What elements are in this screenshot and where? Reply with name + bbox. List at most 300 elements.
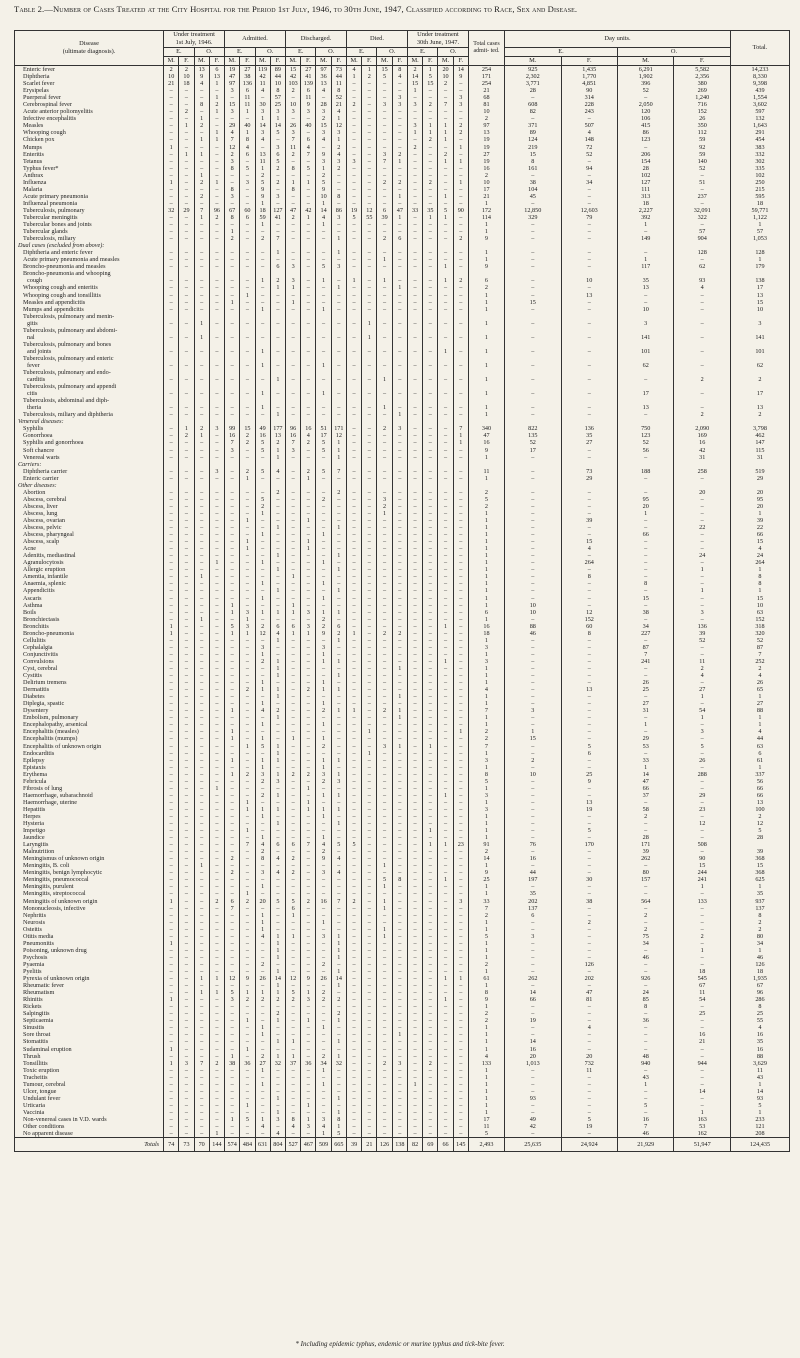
table-cell: 1 <box>240 545 255 552</box>
table-cell: – <box>194 256 209 263</box>
table-cell: – <box>438 820 453 827</box>
table-cell: – <box>194 707 209 714</box>
table-cell: 8 <box>331 87 346 94</box>
table-cell: 10 <box>438 73 453 80</box>
table-cell: 1,554 <box>730 94 789 101</box>
table-cell: – <box>209 735 224 742</box>
table-cell: – <box>164 1031 179 1038</box>
table-cell: – <box>209 186 224 193</box>
table-cell: – <box>270 1003 285 1010</box>
table-cell: 1 <box>255 883 270 890</box>
table-cell: 3 <box>505 933 561 940</box>
table-cell: – <box>179 1102 194 1109</box>
table-cell: – <box>407 475 422 482</box>
table-cell: – <box>346 292 361 299</box>
table-cell: – <box>225 179 240 186</box>
table-cell: 1 <box>316 813 331 820</box>
table-cell: 4 <box>346 66 361 74</box>
table-cell <box>453 327 468 334</box>
table-cell: – <box>164 954 179 961</box>
table-cell: – <box>270 1088 285 1095</box>
table-cell: – <box>286 1017 301 1024</box>
table-cell: – <box>438 1088 453 1095</box>
table-cell <box>730 841 789 848</box>
table-cell: – <box>453 1031 468 1038</box>
table-cell: – <box>407 919 422 926</box>
table-cell: – <box>407 524 422 531</box>
table-cell: – <box>164 108 179 115</box>
table-cell: 1,013 <box>505 1060 561 1067</box>
table-cell: – <box>225 1102 240 1109</box>
table-cell: – <box>209 221 224 228</box>
table-cell: 1 <box>286 609 301 616</box>
table-cell: – <box>164 510 179 517</box>
table-cell: – <box>179 982 194 989</box>
table-cell: 58 <box>617 806 673 813</box>
table-cell: 1 <box>468 552 504 559</box>
table-cell: 1 <box>468 651 504 658</box>
table-cell: – <box>392 552 407 559</box>
table-cell: – <box>617 573 673 580</box>
table-cell: – <box>209 855 224 862</box>
table-cell: 1 <box>270 1038 285 1045</box>
table-cell <box>362 355 377 362</box>
table-cell: 2 <box>468 735 504 742</box>
table-cell: 4 <box>255 87 270 94</box>
table-cell: – <box>209 961 224 968</box>
table-cell: 21 <box>164 80 179 87</box>
table-cell: – <box>438 1116 453 1123</box>
table-cell: – <box>438 165 453 172</box>
table-cell: 5 <box>316 468 331 475</box>
table-cell: – <box>346 94 361 101</box>
table-cell: – <box>346 658 361 665</box>
table-cell: – <box>225 862 240 869</box>
table-cell <box>617 341 673 348</box>
table-cell: – <box>438 580 453 587</box>
table-cell <box>331 397 346 404</box>
table-cell: – <box>301 912 316 919</box>
table-cell: – <box>438 376 453 383</box>
table-cell: – <box>225 1038 240 1045</box>
table-cell: 2 <box>316 616 331 623</box>
table-row <box>15 764 790 771</box>
table-cell: 2 <box>423 179 438 186</box>
table-cell: 4 <box>561 129 617 136</box>
table-cell: – <box>286 982 301 989</box>
table-cell: – <box>438 1123 453 1130</box>
table-cell: 1 <box>468 982 504 989</box>
table-cell: – <box>194 129 209 136</box>
table-cell: – <box>362 503 377 510</box>
table-cell: – <box>179 961 194 968</box>
table-cell: – <box>240 566 255 573</box>
table-cell: 52 <box>505 439 561 446</box>
table-cell: 1 <box>377 510 392 517</box>
table-cell: – <box>316 637 331 644</box>
table-cell: – <box>286 890 301 897</box>
table-cell: – <box>331 848 346 855</box>
table-cell: – <box>438 834 453 841</box>
table-cell: 4 <box>316 136 331 143</box>
table-cell: 8 <box>286 165 301 172</box>
table-cell: – <box>362 813 377 820</box>
table-cell: 25 <box>674 1010 731 1017</box>
table-cell: 1 <box>225 602 240 609</box>
table-cell: – <box>392 129 407 136</box>
table-cell: – <box>301 284 316 291</box>
table-cell: – <box>331 1074 346 1081</box>
table-row <box>15 136 790 143</box>
table-cell: – <box>377 334 392 341</box>
table-cell: – <box>286 876 301 883</box>
disease-name: Jaundice <box>15 834 164 841</box>
table-cell: 67 <box>225 207 240 214</box>
disease-name: Cephalalgia <box>15 644 164 651</box>
table-cell: – <box>407 425 422 432</box>
table-cell: – <box>301 616 316 623</box>
table-cell: – <box>194 1010 209 1017</box>
table-cell: 39 <box>730 517 789 524</box>
table-cell <box>194 397 209 404</box>
table-cell: – <box>286 644 301 651</box>
table-cell: – <box>286 1102 301 1109</box>
table-cell: – <box>331 559 346 566</box>
table-cell: – <box>270 517 285 524</box>
table-cell: – <box>164 545 179 552</box>
table-cell: – <box>270 883 285 890</box>
table-cell: – <box>392 1130 407 1138</box>
table-row <box>15 179 790 186</box>
table-cell: – <box>179 679 194 686</box>
table-cell: 1 <box>209 80 224 87</box>
table-cell: – <box>164 306 179 313</box>
table-cell: – <box>286 172 301 179</box>
table-title: Table 2.—Number of Cases Treated at the City Hospital for the Period 1st July, 1946, to 30th June, 1947, Classified according to Race, Sex and Disease. <box>14 4 578 14</box>
table-cell: – <box>392 538 407 545</box>
table-cell: 3 <box>225 996 240 1003</box>
table-cell: – <box>346 172 361 179</box>
table-cell: 52 <box>674 165 731 172</box>
table-row <box>15 1074 790 1081</box>
table-cell: – <box>240 876 255 883</box>
table-cell: 1 <box>674 947 731 954</box>
table-cell: – <box>346 813 361 820</box>
table-cell: 23 <box>674 806 731 813</box>
table-cell: – <box>346 129 361 136</box>
table-cell: – <box>392 996 407 1003</box>
table-cell: – <box>270 813 285 820</box>
table-cell: – <box>438 919 453 926</box>
table-cell: – <box>225 961 240 968</box>
table-cell: – <box>179 1031 194 1038</box>
table-cell: – <box>209 496 224 503</box>
table-row <box>15 362 790 369</box>
disease-name: Whooping cough and tonsillitis <box>15 292 164 299</box>
table-cell: – <box>316 538 331 545</box>
disease-name: Neurosis <box>15 919 164 926</box>
table-cell: – <box>164 320 179 327</box>
table-cell: 47 <box>561 989 617 996</box>
table-row <box>15 517 790 524</box>
table-row <box>15 482 790 489</box>
disease-name: Thrush <box>15 1053 164 1060</box>
table-cell: – <box>561 982 617 989</box>
table-cell: – <box>438 320 453 327</box>
table-cell: – <box>377 813 392 820</box>
table-cell: – <box>423 439 438 446</box>
table-cell <box>316 369 331 376</box>
disease-name: Sinusitis <box>15 1024 164 1031</box>
table-cell: 1 <box>453 439 468 446</box>
table-cell: – <box>179 503 194 510</box>
table-cell: 1,770 <box>561 73 617 80</box>
table-cell: 34 <box>561 179 617 186</box>
table-cell: – <box>286 651 301 658</box>
table-cell: – <box>617 1095 673 1102</box>
table-cell: 31 <box>617 707 673 714</box>
table-cell: – <box>331 912 346 919</box>
table-cell: – <box>164 1038 179 1045</box>
table-cell: – <box>164 602 179 609</box>
table-cell: 1 <box>453 975 468 982</box>
table-cell: 332 <box>730 151 789 158</box>
table-cell: – <box>286 158 301 165</box>
table-cell <box>240 369 255 376</box>
table-cell: 91 <box>468 841 504 848</box>
table-cell: 47 <box>617 778 673 785</box>
table-cell: 1 <box>331 968 346 975</box>
table-cell: – <box>194 602 209 609</box>
table-cell: – <box>377 602 392 609</box>
table-cell: – <box>194 468 209 475</box>
table-cell: – <box>423 1010 438 1017</box>
table-cell: 1 <box>286 735 301 742</box>
table-cell: – <box>423 362 438 369</box>
table-cell: 7 <box>331 898 346 905</box>
table-cell: – <box>164 1081 179 1088</box>
table-cell: 2 <box>331 489 346 496</box>
table-cell: – <box>240 728 255 735</box>
table-cell: – <box>407 778 422 785</box>
table-cell: – <box>286 404 301 411</box>
table-cell: – <box>362 552 377 559</box>
table-cell: 5,582 <box>674 66 731 74</box>
table-cell: – <box>346 1095 361 1102</box>
table-cell: 10 <box>164 73 179 80</box>
table-cell: 2 <box>194 425 209 432</box>
table-cell: 1 <box>468 587 504 594</box>
table-cell: – <box>316 665 331 672</box>
table-cell: 51 <box>674 179 731 186</box>
table-cell: – <box>505 362 561 369</box>
table-cell: – <box>240 1081 255 1088</box>
table-cell: – <box>240 834 255 841</box>
total-cell: 804 <box>270 1138 285 1152</box>
table-cell: – <box>331 813 346 820</box>
table-cell: – <box>225 517 240 524</box>
table-cell: 3 <box>240 623 255 630</box>
table-cell: – <box>209 954 224 961</box>
table-cell: – <box>179 792 194 799</box>
table-cell: – <box>423 926 438 933</box>
table-cell: – <box>209 595 224 602</box>
table-cell: – <box>377 292 392 299</box>
table-cell: 1 <box>270 982 285 989</box>
table-cell: 1 <box>270 771 285 778</box>
disease-name: Herpes <box>15 813 164 820</box>
table-cell: 38 <box>617 609 673 616</box>
table-cell: – <box>179 707 194 714</box>
table-cell: 1 <box>316 1081 331 1088</box>
table-cell: – <box>423 1003 438 1010</box>
table-cell: – <box>194 743 209 750</box>
table-cell: 73 <box>561 468 617 475</box>
table-cell: – <box>407 989 422 996</box>
table-cell: – <box>392 475 407 482</box>
table-cell: – <box>209 721 224 728</box>
table-cell: – <box>362 637 377 644</box>
table-cell: – <box>453 284 468 291</box>
table-cell: 11 <box>674 658 731 665</box>
total-cell: 574 <box>225 1138 240 1152</box>
table-cell: 1 <box>468 1003 504 1010</box>
table-cell <box>617 242 673 249</box>
table-cell: – <box>301 813 316 820</box>
table-cell: – <box>255 890 270 897</box>
table-cell: – <box>362 489 377 496</box>
table-row <box>15 256 790 263</box>
table-cell: – <box>286 728 301 735</box>
table-cell: – <box>240 1031 255 1038</box>
table-cell: 2 <box>255 996 270 1003</box>
table-cell: – <box>209 87 224 94</box>
table-cell: – <box>561 968 617 975</box>
table-row <box>15 249 790 256</box>
table-cell: 1 <box>270 658 285 665</box>
table-cell: – <box>438 496 453 503</box>
table-cell: 59,771 <box>730 207 789 214</box>
table-cell: – <box>423 1017 438 1024</box>
table-cell: – <box>331 292 346 299</box>
table-cell: – <box>194 968 209 975</box>
table-cell: 1 <box>270 1017 285 1024</box>
table-cell: – <box>270 827 285 834</box>
table-cell: – <box>453 172 468 179</box>
table-cell: – <box>286 531 301 538</box>
table-row <box>15 721 790 728</box>
table-cell: – <box>561 1081 617 1088</box>
table-cell: – <box>346 869 361 876</box>
table-cell: 2 <box>407 144 422 151</box>
table-cell: 46 <box>505 630 561 637</box>
table-cell: – <box>301 968 316 975</box>
table-cell: 1 <box>255 165 270 172</box>
table-cell: – <box>407 454 422 461</box>
table-cell: – <box>505 580 561 587</box>
table-cell <box>674 383 731 390</box>
table-cell: 1 <box>240 475 255 482</box>
table-cell: – <box>179 545 194 552</box>
table-cell: 1 <box>346 630 361 637</box>
table-cell: – <box>423 517 438 524</box>
table-cell: 9 <box>316 186 331 193</box>
table-cell: – <box>362 538 377 545</box>
table-cell: – <box>209 1074 224 1081</box>
table-cell: 5 <box>286 898 301 905</box>
table-cell: – <box>194 454 209 461</box>
table-cell: – <box>438 468 453 475</box>
table-cell: 244 <box>674 869 731 876</box>
table-cell: – <box>362 362 377 369</box>
table-cell: 13 <box>730 404 789 411</box>
table-cell: 1 <box>453 432 468 439</box>
table-cell: 4 <box>561 1024 617 1031</box>
table-cell: – <box>505 827 561 834</box>
table-cell: – <box>346 735 361 742</box>
table-cell: – <box>301 961 316 968</box>
table-cell: 2 <box>255 848 270 855</box>
table-cell: – <box>240 362 255 369</box>
table-row <box>15 313 790 320</box>
table-cell: – <box>194 221 209 228</box>
table-cell: – <box>453 623 468 630</box>
table-cell <box>301 397 316 404</box>
table-cell: 1 <box>270 947 285 954</box>
table-cell: – <box>346 1109 361 1116</box>
table-cell: 1 <box>270 954 285 961</box>
table-cell: – <box>179 609 194 616</box>
table-cell: – <box>617 1067 673 1074</box>
table-cell <box>468 461 504 468</box>
table-cell: – <box>209 778 224 785</box>
table-cell: – <box>331 926 346 933</box>
table-cell: – <box>453 834 468 841</box>
table-cell: – <box>377 940 392 947</box>
table-cell: – <box>453 411 468 418</box>
total-cases-header: Total cases admit- ted. <box>468 31 504 66</box>
disease-name: Broncho-pneumonia <box>15 630 164 637</box>
table-cell: – <box>301 672 316 679</box>
table-cell: 1 <box>255 813 270 820</box>
table-cell: 13 <box>255 151 270 158</box>
table-cell: – <box>301 1130 316 1138</box>
table-cell: – <box>286 827 301 834</box>
table-cell: – <box>617 728 673 735</box>
table-cell: 2 <box>240 432 255 439</box>
table-cell <box>423 482 438 489</box>
table-cell: – <box>209 144 224 151</box>
table-cell: – <box>453 637 468 644</box>
table-cell: – <box>561 531 617 538</box>
table-cell: – <box>505 672 561 679</box>
table-cell: – <box>346 989 361 996</box>
table-cell: 2 <box>453 235 468 242</box>
disease-name: Pneumonitis <box>15 940 164 947</box>
disease-name: Mumps and appendicitis <box>15 306 164 313</box>
table-cell: – <box>301 221 316 228</box>
table-cell: – <box>438 538 453 545</box>
table-cell: – <box>286 785 301 792</box>
table-cell: – <box>617 559 673 566</box>
table-cell: – <box>377 228 392 235</box>
table-cell: – <box>505 411 561 418</box>
table-cell: – <box>209 982 224 989</box>
table-cell <box>225 341 240 348</box>
table-cell: – <box>286 221 301 228</box>
table-cell: 1 <box>617 221 673 228</box>
sex-header-f: F. <box>392 57 407 66</box>
